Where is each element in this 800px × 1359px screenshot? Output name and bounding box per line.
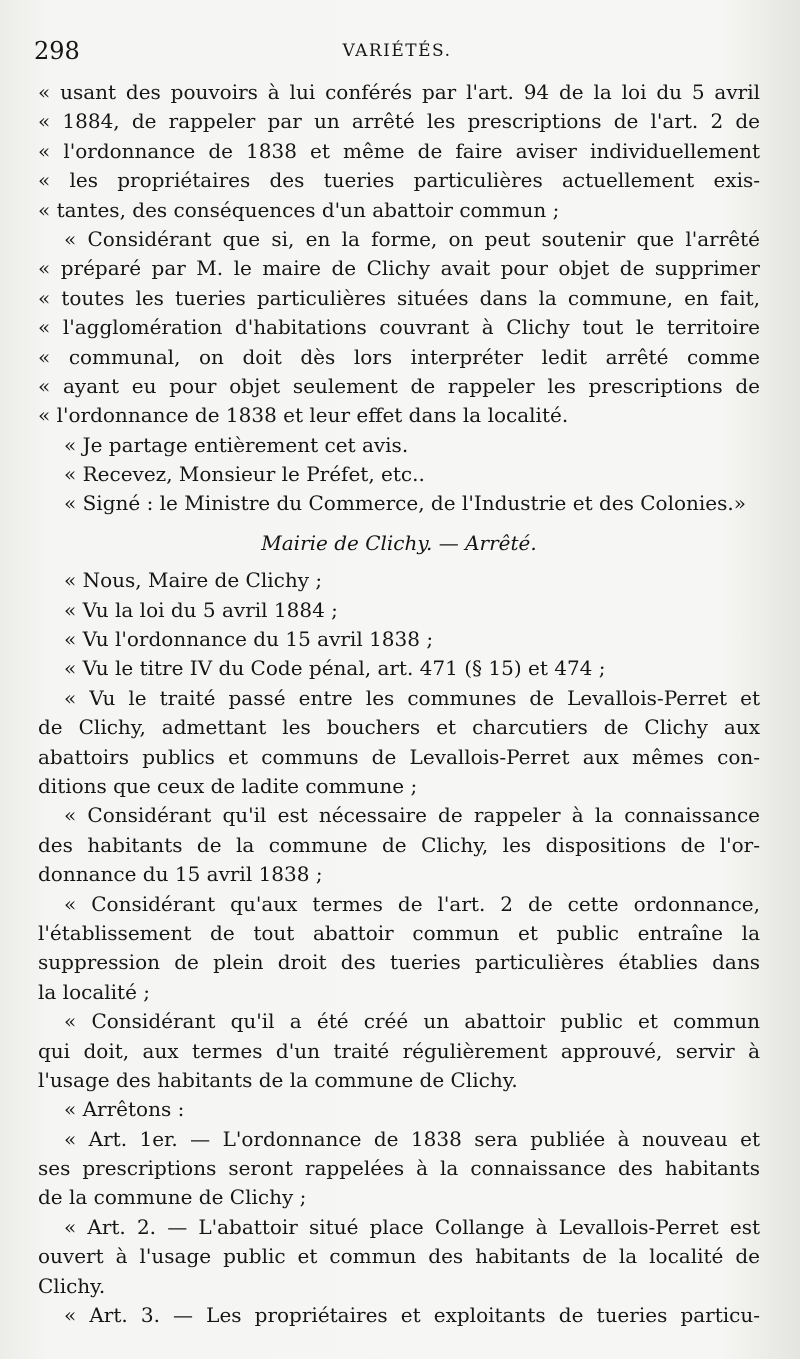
text-line: ditions que ceux de ladite commune ;: [38, 773, 418, 798]
text-line: « Signé : le Ministre du Commerce, de l'Industrie et des Colonies.»: [64, 491, 746, 516]
text-line: « Je partage entièrement cet avis.: [64, 432, 409, 457]
text-line: qui doit, aux termes d'un traité régulièrement approuvé, servir à: [38, 1038, 760, 1063]
text-line: « préparé par M. le maire de Clichy avait pour objet de supprimer: [38, 256, 760, 281]
text-line: de la commune de Clichy ;: [38, 1185, 307, 1210]
text-line: « toutes les tueries particulières situées dans la commune, en fait,: [38, 285, 760, 310]
page-number: 298: [34, 37, 80, 65]
page-body: [38, 78, 760, 1330]
running-title: VARIÉTÉS.: [342, 41, 452, 61]
text-line: « l'ordonnance de 1838 et même de faire aviser individuellement: [38, 138, 760, 163]
text-line: de Clichy, admettant les bouchers et charcutiers de Clichy aux: [38, 715, 760, 740]
text-line: abattoirs publics et communs de Levallois-Perret aux mêmes con-: [38, 744, 760, 769]
text-line: des habitants de la commune de Clichy, les dispositions de l'or-: [38, 832, 760, 857]
text-line: « les propriétaires des tueries particulières actuellement exis-: [38, 168, 760, 193]
text-line: « Considérant qu'il a été créé un abattoir public et commun: [64, 1009, 760, 1034]
text-line: ouvert à l'usage public et commun des habitants de la localité de: [38, 1244, 760, 1269]
text-line: « tantes, des conséquences d'un abattoir commun ;: [38, 197, 560, 222]
text-line: ses prescriptions seront rappelées à la connaissance des habitants: [38, 1156, 760, 1181]
text-line: « Art. 2. — L'abattoir situé place Collange à Levallois-Perret est: [64, 1214, 760, 1239]
text-line: « 1884, de rappeler par un arrêté les prescriptions de l'art. 2 de: [38, 109, 760, 134]
text-line: l'usage des habitants de la commune de Clichy.: [38, 1067, 518, 1092]
text-line: « usant des pouvoirs à lui conférés par l'art. 94 de la loi du 5 avril: [38, 80, 760, 104]
text-line: « Vu l'ordonnance du 15 avril 1838 ;: [64, 627, 434, 652]
text-line: « Arrêtons :: [64, 1097, 185, 1122]
text-line: « ayant eu pour objet seulement de rappeler les prescriptions de: [38, 373, 760, 398]
text-line: « Recevez, Monsieur le Préfet, etc..: [64, 462, 425, 487]
text-line: « Vu la loi du 5 avril 1884 ;: [64, 597, 338, 622]
text-line: la localité ;: [38, 979, 151, 1004]
text-line: l'établissement de tout abattoir commun et public entraîne la: [38, 920, 760, 945]
text-line: « Vu le traité passé entre les communes de Levallois-Perret et: [64, 685, 760, 710]
text-line: « Vu le titre IV du Code pénal, art. 471 (§ 15) et 474 ;: [64, 656, 606, 681]
text-line: « Considérant qu'il est nécessaire de rappeler à la connaissance: [64, 803, 760, 828]
text-line: « Considérant qu'aux termes de l'art. 2 de cette ordonnance,: [64, 891, 760, 916]
text-line: « Nous, Maire de Clichy ;: [64, 568, 323, 593]
section-heading: Mairie de Clichy. — Arrêté.: [261, 530, 537, 555]
text-line: Clichy.: [38, 1273, 106, 1298]
text-line: « Considérant que si, en la forme, on peut soutenir que l'arrêté: [64, 226, 760, 251]
text-line: suppression de plein droit des tueries particulières établies dans: [38, 950, 760, 975]
text-line: « l'agglomération d'habitations couvrant à Clichy tout le territoire: [38, 315, 760, 340]
text-line: « communal, on doit dès lors interpréter ledit arrêté comme: [38, 344, 760, 369]
page-header: [34, 36, 760, 66]
text-line: « Art. 1er. — L'ordonnance de 1838 sera publiée à nouveau et: [64, 1126, 760, 1151]
text-line: donnance du 15 avril 1838 ;: [38, 862, 323, 887]
text-line: « l'ordonnance de 1838 et leur effet dans la localité.: [38, 403, 569, 428]
text-line: « Art. 3. — Les propriétaires et exploitants de tueries particu-: [64, 1303, 760, 1328]
